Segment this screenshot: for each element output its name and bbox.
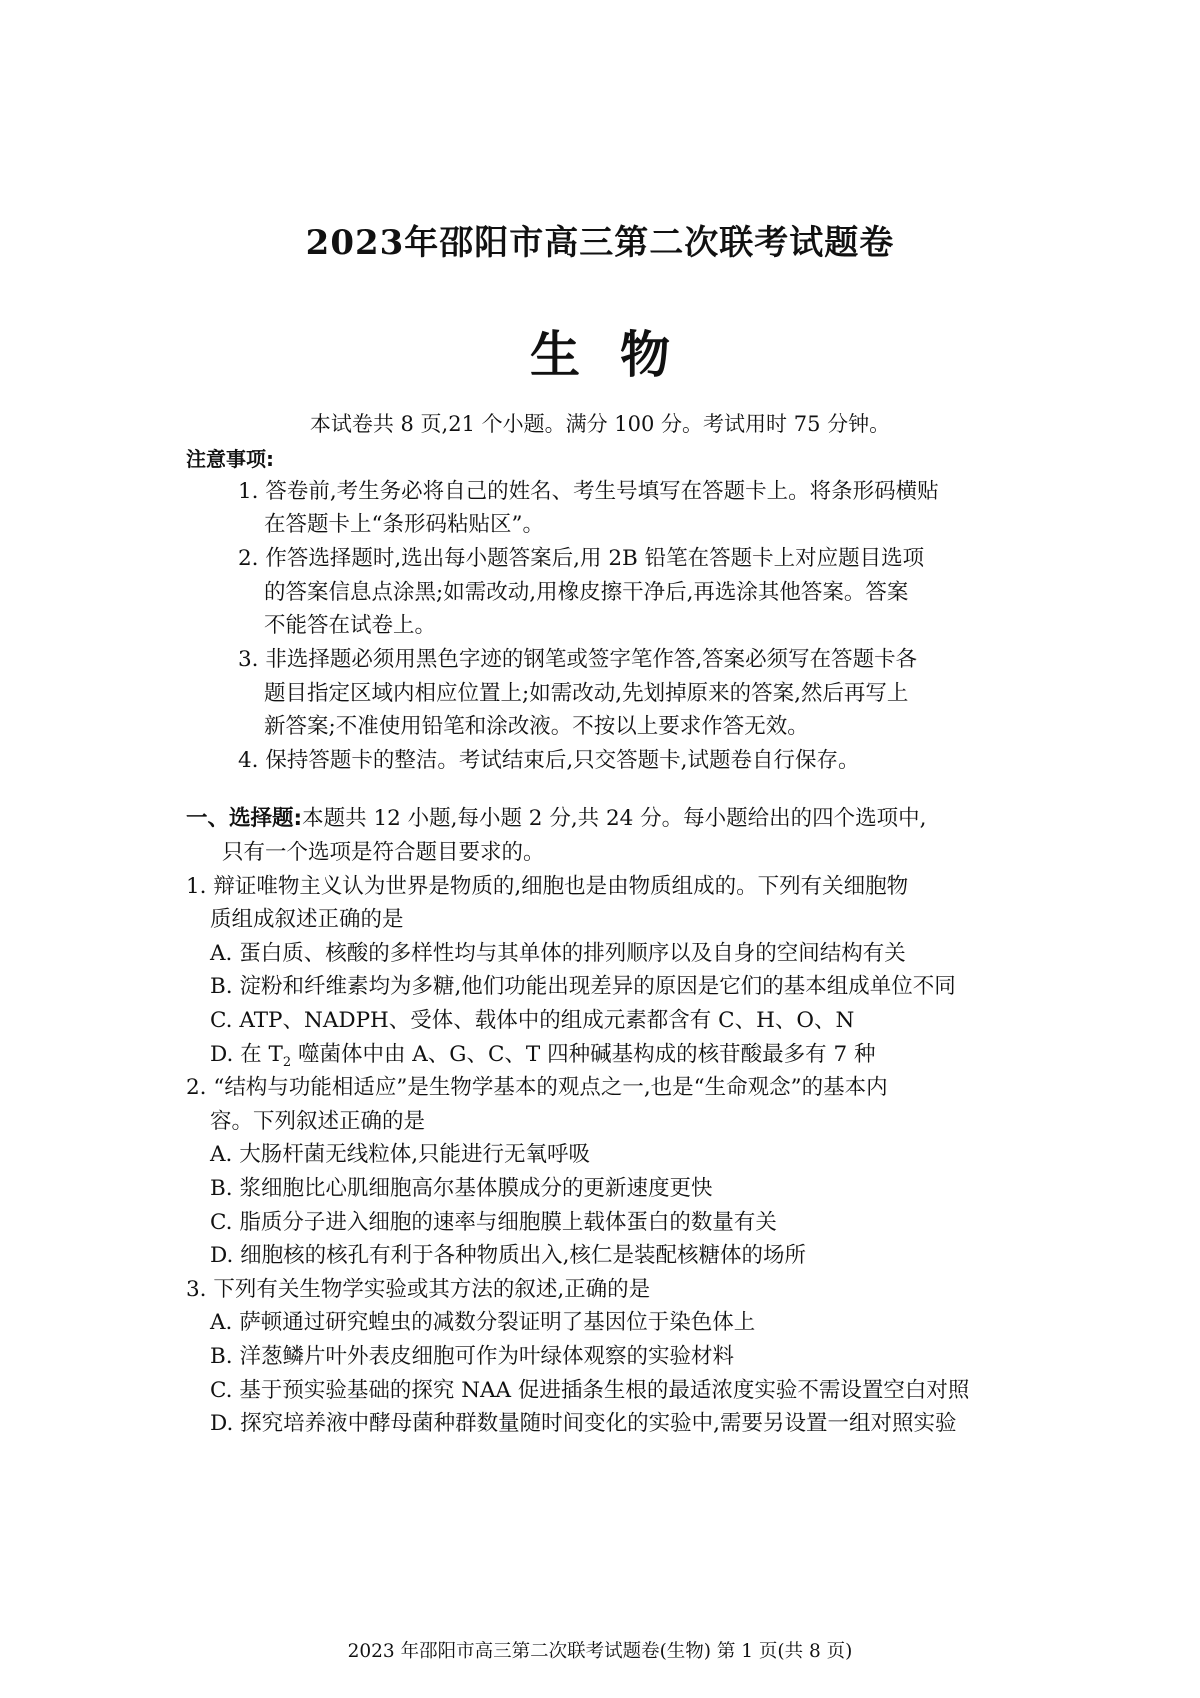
option-text: D. 在 T <box>210 1042 283 1067</box>
section-label: 一、选择题: <box>186 806 303 831</box>
question-stem: 2. “结构与功能相适应”是生物学基本的观点之一,也是“生命观念”的基本内 <box>186 1075 888 1100</box>
question-option: B. 洋葱鳞片叶外表皮细胞可作为叶绿体观察的实验材料 <box>210 1344 734 1369</box>
note-line: 4. 保持答题卡的整洁。考试结束后,只交答题卡,试题卷自行保存。 <box>238 748 860 773</box>
question-option: B. 淀粉和纤维素均为多糖,他们功能出现差异的原因是它们的基本组成单位不同 <box>210 974 956 999</box>
page-footer: 2023 年邵阳市高三第二次联考试题卷(生物) 第 1 页(共 8 页) <box>347 1641 853 1662</box>
note-line: 3. 非选择题必须用黑色字迹的钢笔或签字笔作答,答案必须写在答题卡各 <box>238 647 918 672</box>
note-line: 2. 作答选择题时,选出每小题答案后,用 2B 铅笔在答题卡上对应题目选项 <box>238 546 925 571</box>
question-option: D. 细胞核的核孔有利于各种物质出入,核仁是装配核糖体的场所 <box>210 1243 806 1268</box>
question-stem: 质组成叙述正确的是 <box>210 907 404 932</box>
question-option <box>210 1042 876 1070</box>
question-option: B. 浆细胞比心肌细胞高尔基体膜成分的更新速度更快 <box>210 1176 713 1201</box>
question-option: A. 蛋白质、核酸的多样性均与其单体的排列顺序以及自身的空间结构有关 <box>210 941 906 966</box>
note-line: 不能答在试卷上。 <box>264 613 437 638</box>
section-heading <box>186 808 927 830</box>
question-option: C. ATP、NADPH、受体、载体中的组成元素都含有 C、H、O、N <box>210 1008 855 1033</box>
subscript: 2 <box>282 1055 292 1070</box>
exam-intro: 本试卷共 8 页,21 个小题。满分 100 分。考试用时 75 分钟。 <box>309 412 891 436</box>
section-text: 只有一个选项是符合题目要求的。 <box>222 840 545 865</box>
question-option: C. 脂质分子进入细胞的速率与细胞膜上载体蛋白的数量有关 <box>210 1210 777 1235</box>
note-line: 的答案信息点涂黑;如需改动,用橡皮擦干净后,再选涂其他答案。答案 <box>264 580 909 605</box>
question-stem: 1. 辩证唯物主义认为世界是物质的,细胞也是由物质组成的。下列有关细胞物 <box>186 874 909 899</box>
question-option: A. 大肠杆菌无线粒体,只能进行无氧呼吸 <box>210 1142 591 1167</box>
question-stem: 容。下列叙述正确的是 <box>210 1109 426 1134</box>
question-option: D. 探究培养液中酵母菌种群数量随时间变化的实验中,需要另设置一组对照实验 <box>210 1411 957 1436</box>
section-text: 本题共 12 小题,每小题 2 分,共 24 分。每小题给出的四个选项中, <box>302 806 927 831</box>
exam-title: 2023年邵阳市高三第二次联考试题卷 <box>305 223 895 263</box>
subject-title: 生物 <box>530 325 710 384</box>
note-line: 新答案;不准使用铅笔和涂改液。不按以上要求作答无效。 <box>264 714 809 739</box>
note-line: 在答题卡上“条形码粘贴区”。 <box>264 512 544 537</box>
note-line: 1. 答卷前,考生务必将自己的姓名、考生号填写在答题卡上。将条形码横贴 <box>238 479 939 504</box>
question-option: C. 基于预实验基础的探究 NAA 促进插条生根的最适浓度实验不需设置空白对照 <box>210 1378 970 1403</box>
option-text: 噬菌体中由 A、G、C、T 四种碱基构成的核苷酸最多有 7 种 <box>291 1042 876 1067</box>
question-option: A. 萨顿通过研究蝗虫的减数分裂证明了基因位于染色体上 <box>210 1310 756 1335</box>
question-stem: 3. 下列有关生物学实验或其方法的叙述,正确的是 <box>186 1277 651 1302</box>
notes-heading: 注意事项: <box>186 447 274 471</box>
note-line: 题目指定区域内相应位置上;如需改动,先划掉原来的答案,然后再写上 <box>264 681 909 706</box>
